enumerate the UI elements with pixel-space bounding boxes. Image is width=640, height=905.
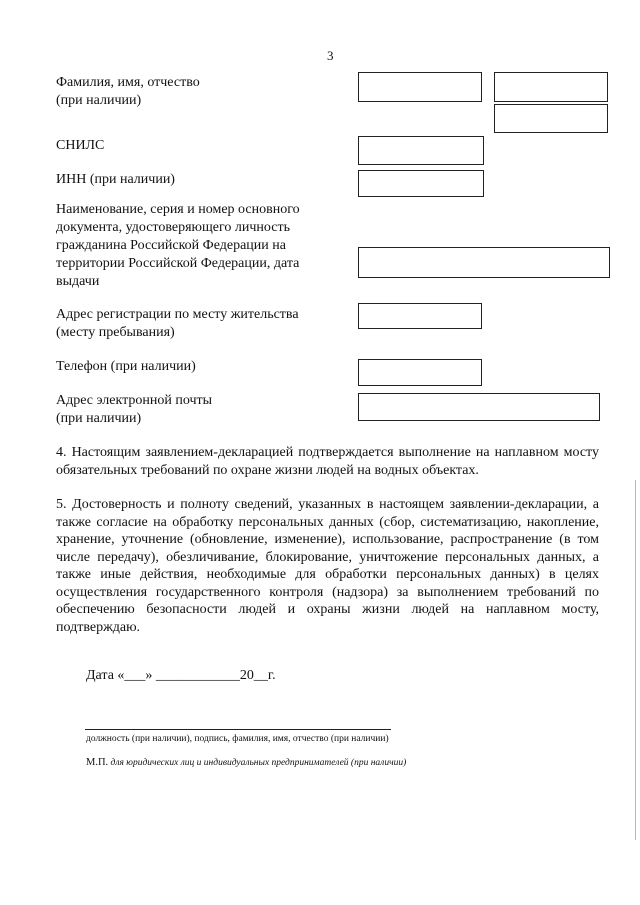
date-line[interactable]: Дата «___» ____________20__г. <box>86 668 276 683</box>
label-email <box>56 392 212 428</box>
label-phone <box>56 358 196 376</box>
label-identity-document <box>56 201 300 291</box>
paragraph-5: 5. Достоверность и полноту сведений, указанных в настоящем заявлении-декларации, а также согласие на обработку персональных данных (сбор, систематизацию, накопление, хранение, уточнение (обновление, изменение), использование, распространение (в том числе передачу), обезличивание, блокирование, уничтожение персональных данных, а также иные действия, необходимые для обработки персональных данных) в целях осуществления государственного контроля (надзора) за выполнением требований по обеспечению безопасности людей и охраны жизни людей на наплавном мосту, подтверждаю. <box>56 497 599 635</box>
label-line: Наименование, серия и номер основного <box>56 202 300 217</box>
label-line: документа, удостоверяющего личность <box>56 220 290 235</box>
identity-document-field[interactable] <box>358 247 610 278</box>
label-line: Адрес регистрации по месту жительства <box>56 307 299 322</box>
paragraph-4: 4. Настоящим заявлением-декларацией подтверждается выполнение на наплавном мосту обязательных требований по охране жизни людей на водных объектах. <box>56 445 599 478</box>
label-line: ИНН (при наличии) <box>56 172 175 187</box>
label-line: гражданина Российской Федерации на <box>56 238 286 253</box>
full-name-field-1[interactable] <box>358 72 482 102</box>
label-full-name <box>56 74 200 110</box>
label-line: Фамилия, имя, отчество <box>56 75 200 90</box>
registration-address-field[interactable] <box>358 303 482 329</box>
stamp-note-text: для юридических лиц и индивидуальных предпринимателей (при наличии) <box>110 758 407 768</box>
label-line: Телефон (при наличии) <box>56 359 196 374</box>
label-inn <box>56 171 175 189</box>
signature-caption: должность (при наличии), подпись, фамилия, имя, отчество (при наличии) <box>86 734 389 744</box>
snils-field[interactable] <box>358 136 484 165</box>
label-line: (при наличии) <box>56 411 142 426</box>
label-line: выдачи <box>56 274 100 289</box>
label-line: (месту пребывания) <box>56 325 175 340</box>
label-snils <box>56 137 104 155</box>
email-field[interactable] <box>358 393 600 421</box>
phone-field[interactable] <box>358 359 482 386</box>
label-line: Адрес электронной почты <box>56 393 213 408</box>
label-registration-address <box>56 306 299 342</box>
stamp-prefix: М.П. <box>86 757 109 768</box>
scan-edge-line <box>635 480 636 840</box>
label-line: (при наличии) <box>56 93 142 108</box>
full-name-field-3[interactable] <box>494 104 608 133</box>
label-line: территории Российской Федерации, дата <box>56 256 300 271</box>
stamp-note <box>86 757 406 768</box>
page-number: 3 <box>327 48 334 63</box>
full-name-field-2[interactable] <box>494 72 608 102</box>
signature-line[interactable] <box>85 729 391 730</box>
label-line: СНИЛС <box>56 138 105 153</box>
inn-field[interactable] <box>358 170 484 197</box>
